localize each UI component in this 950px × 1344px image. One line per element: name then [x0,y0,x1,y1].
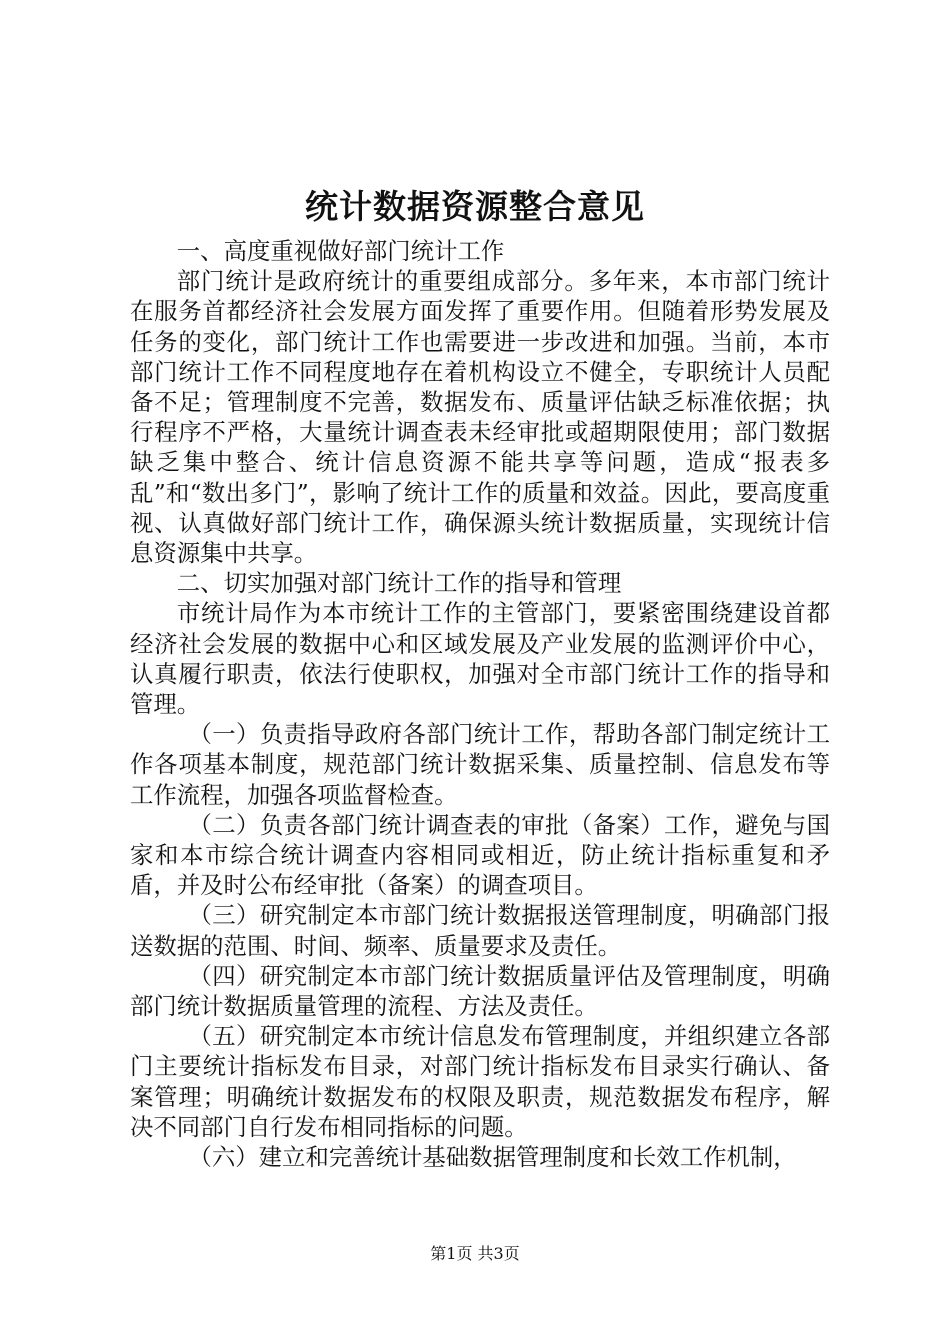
section-heading-1: 一、高度重视做好部门统计工作 [176,237,505,265]
list-item-4: （四）研究制定本市部门统计数据质量评估及管理制度，明确部门统计数据质量管理的流程、方法及责任。 [130,961,830,1021]
list-item-1: （一）负责指导政府各部门统计工作，帮助各部门制定统计工作各项基本制度，规范部门统计数据采集、质量控制、信息发布等工作流程，加强各项监督检查。 [130,720,830,809]
page-footer: 第1页 共3页 [430,1244,520,1263]
list-item-2: （二）负责各部门统计调查表的审批（备案）工作，避免与国家和本市综合统计调查内容相同或相近，防止统计指标重复和矛盾，并及时公布经审批（备案）的调查项目。 [130,810,830,900]
document-title: 统计数据资源整合意见 [305,187,645,226]
section-heading-2: 二、切实加强对部门统计工作的指导和管理 [176,569,622,598]
list-item-6: （六）建立和完善统计基础数据管理制度和长效工作机制， [188,1143,797,1172]
list-item-5: （五）研究制定本市统计信息发布管理制度，并组织建立各部门主要统计指标发布目录，对部门统计指标发布目录实行确认、备案管理；明确统计数据发布的权限及职责，规范数据发布程序，解决不同部门自行发布相同指标的问题。 [130,1022,830,1141]
paragraph-1: 部门统计是政府统计的重要组成部分。多年来，本市部门统计在服务首都经济社会发展方面发挥了重要作用。但随着形势发展及任务的变化，部门统计工作也需要进一步改进和加强。当前，本市部门统计工作不同程度地存在着机构设立不健全，专职统计人员配备不足；管理制度不完善，数据发布、质量评估缺乏标准依据；执行程序不严格，大量统计调查表未经审批或超期限使用；部门数据缺乏集中整合、统计信息资源不能共享等问题，造成“报表多乱”和“数出多门”，影响了统计工作的质量和效益。因此，要高度重视、认真做好部门统计工作，确保源头统计数据质量，实现统计信息资源集中共享。 [130,267,830,568]
list-item-3: （三）研究制定本市部门统计数据报送管理制度，明确部门报送数据的范围、时间、频率、质量要求及责任。 [130,901,830,960]
document-body [130,236,830,1172]
paragraph-2: 市统计局作为本市统计工作的主管部门，要紧密围绕建设首都经济社会发展的数据中心和区域发展及产业发展的监测评价中心，认真履行职责，依法行使职权，加强对全市部门统计工作的指导和管理。 [130,599,830,719]
